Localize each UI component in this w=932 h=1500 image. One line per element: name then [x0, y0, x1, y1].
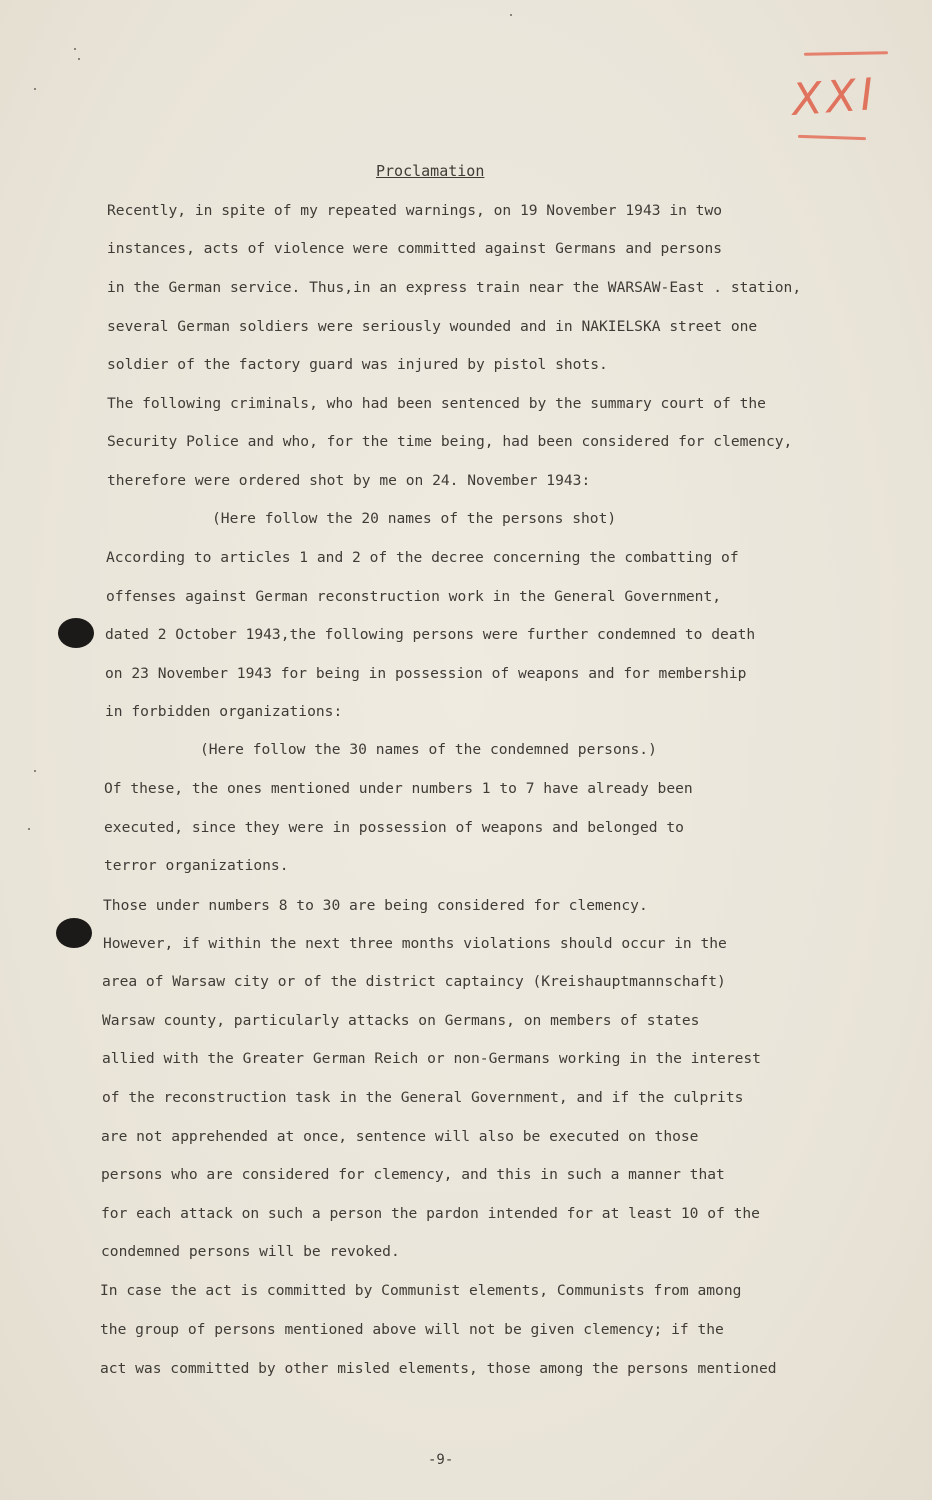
text-line: act was committed by other misled elements, those among the persons mentioned: [100, 1360, 777, 1377]
text-line: executed, since they were in possession of weapons and belonged to: [104, 819, 684, 836]
text-line: allied with the Greater German Reich or non-Germans working in the interest: [102, 1050, 761, 1067]
text-line: Recently, in spite of my repeated warnings, on 19 November 1943 in two: [107, 202, 723, 219]
red-pencil-top-stroke: [804, 51, 888, 55]
paper-speck: [28, 828, 30, 830]
text-line: offenses against German reconstruction work in the General Government,: [106, 588, 722, 605]
text-line: terror organizations.: [104, 857, 289, 874]
paper-speck: [510, 14, 512, 16]
text-line: (Here follow the 20 names of the persons shot): [212, 510, 617, 527]
text-line: According to articles 1 and 2 of the decree concerning the combatting of: [106, 549, 739, 566]
text-line: in the German service. Thus,in an express train near the WARSAW-East . station,: [107, 279, 802, 296]
text-line: area of Warsaw city or of the district captaincy (Kreishauptmannschaft): [102, 973, 726, 990]
text-line: the group of persons mentioned above will not be given clemency; if the: [100, 1321, 724, 1338]
page-number: -9-: [428, 1452, 454, 1468]
text-line: Warsaw county, particularly attacks on Germans, on members of states: [102, 1012, 700, 1029]
text-line: are not apprehended at once, sentence will also be executed on those: [101, 1128, 699, 1145]
text-line: on 23 November 1943 for being in possession of weapons and for membership: [105, 665, 747, 682]
text-line: soldier of the factory guard was injured by pistol shots.: [107, 356, 608, 373]
text-line: in forbidden organizations:: [105, 703, 343, 720]
text-line: Security Police and who, for the time being, had been considered for clemency,: [107, 433, 793, 450]
annotation-number: XXI: [790, 69, 879, 126]
text-line: dated 2 October 1943,the following persons were further condemned to death: [105, 626, 756, 643]
text-line: However, if within the next three months violations should occur in the: [103, 935, 727, 952]
paper-speck: [78, 58, 80, 60]
punch-hole-upper: [58, 618, 94, 648]
red-pencil-bottom-stroke: [798, 135, 866, 140]
punch-hole-lower: [56, 918, 92, 948]
text-line: Of these, the ones mentioned under numbers 1 to 7 have already been: [104, 780, 693, 797]
text-line: for each attack on such a person the pardon intended for at least 10 of the: [101, 1205, 760, 1222]
text-line: of the reconstruction task in the General Government, and if the culprits: [102, 1089, 744, 1106]
text-line: several German soldiers were seriously wounded and in NAKIELSKA street one: [107, 318, 758, 335]
text-line: In case the act is committed by Communist elements, Communists from among: [100, 1282, 742, 1299]
text-line: therefore were ordered shot by me on 24. November 1943:: [107, 472, 591, 489]
text-line: Those under numbers 8 to 30 are being considered for clemency.: [103, 897, 648, 914]
paper-speck: [34, 770, 36, 772]
paper-speck: [74, 48, 76, 50]
text-line: instances, acts of violence were committed against Germans and persons: [107, 240, 723, 257]
paper-speck: [34, 88, 36, 90]
page-title: Proclamation: [376, 162, 485, 180]
text-line: condemned persons will be revoked.: [101, 1243, 400, 1260]
text-line: The following criminals, who had been sentenced by the summary court of the: [107, 395, 766, 412]
text-line: (Here follow the 30 names of the condemned persons.): [200, 741, 657, 758]
text-line: persons who are considered for clemency, and this in such a manner that: [101, 1166, 725, 1183]
